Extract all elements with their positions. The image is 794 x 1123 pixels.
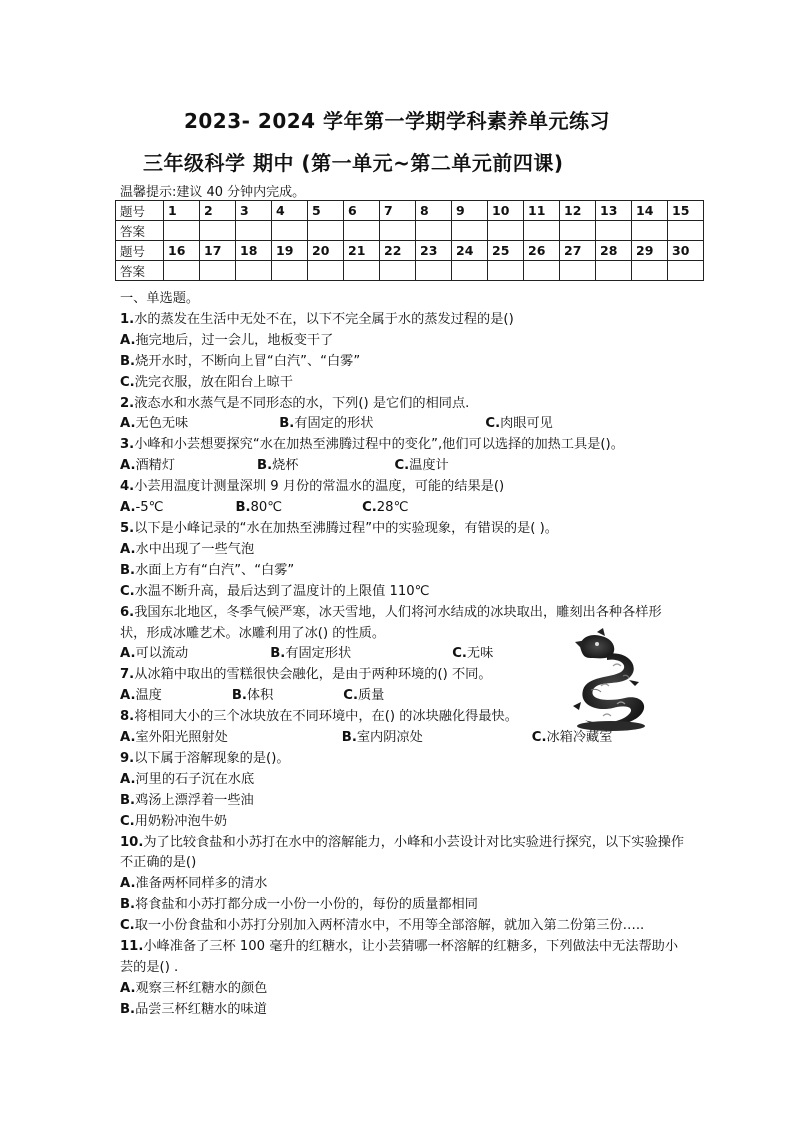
question-text: 以下是小峰记录的“水在加热至沸腾过程”中的实验现象，有错误的是( )。 bbox=[134, 520, 558, 536]
answer-option[interactable] bbox=[120, 791, 685, 812]
question-number-cell: 30 bbox=[668, 241, 704, 261]
option-letter: C. bbox=[120, 918, 135, 934]
option-letter: B. bbox=[257, 458, 273, 474]
question-number: 9. bbox=[120, 750, 135, 766]
question-text: 小峰和小芸想要探究“水在加热至沸腾过程中的变化”,他们可以选择的加热工具是()。 bbox=[134, 437, 624, 453]
option-letter: C. bbox=[343, 688, 358, 704]
answer-option[interactable] bbox=[120, 895, 685, 916]
question-stem bbox=[120, 833, 685, 875]
option-row bbox=[120, 498, 685, 519]
question-number-cell: 8 bbox=[416, 201, 452, 221]
question-number-cell: 10 bbox=[488, 201, 524, 221]
answer-table-number-row-2 bbox=[116, 241, 704, 261]
option-letter: B. bbox=[270, 646, 286, 662]
option-letter: B. bbox=[231, 688, 247, 704]
option-letter: C. bbox=[394, 458, 410, 474]
question-text: 从冰箱中取出的雪糕很快会融化，是由于两种环境的() 不同。 bbox=[134, 667, 492, 683]
option-letter: A. bbox=[120, 416, 136, 432]
answer-cell[interactable] bbox=[560, 221, 596, 241]
option-text: 观察三杯红糖水的颜色 bbox=[135, 980, 268, 996]
option-letter: A. bbox=[120, 332, 136, 348]
option-letter: A. bbox=[120, 500, 136, 516]
option-letter: C. bbox=[120, 813, 135, 829]
question-number-cell: 22 bbox=[380, 241, 416, 261]
question-stem bbox=[120, 394, 685, 415]
answer-cell[interactable] bbox=[452, 261, 488, 281]
question-number-cell: 2 bbox=[200, 201, 236, 221]
option-letter: A. bbox=[120, 458, 136, 474]
answer-option[interactable] bbox=[120, 414, 188, 435]
answer-option[interactable] bbox=[120, 916, 685, 937]
question-stem bbox=[120, 749, 685, 770]
answer-option[interactable] bbox=[120, 812, 685, 833]
question-number-cell: 14 bbox=[632, 201, 668, 221]
option-text: 酒精灯 bbox=[135, 458, 176, 474]
option-text: 取一小份食盐和小苏打分别加入两杯清水中，不用等全部溶解，就加入第二份第三份….. bbox=[134, 918, 645, 934]
question-stem bbox=[120, 937, 685, 979]
option-text: 有固定形状 bbox=[285, 646, 352, 662]
answer-option[interactable] bbox=[120, 644, 188, 665]
option-text: 用奶粉冲泡牛奶 bbox=[134, 813, 228, 829]
option-text: 肉眼可见 bbox=[500, 416, 553, 432]
option-row bbox=[120, 414, 685, 435]
option-text: 准备两杯同样多的清水 bbox=[135, 876, 268, 892]
option-text: 可以流动 bbox=[135, 646, 189, 662]
answer-option[interactable] bbox=[120, 498, 163, 519]
option-letter: B. bbox=[120, 897, 136, 913]
answer-cell[interactable] bbox=[668, 261, 704, 281]
answer-option[interactable] bbox=[120, 1000, 685, 1021]
answer-option[interactable] bbox=[279, 414, 373, 435]
answer-cell[interactable] bbox=[200, 221, 236, 241]
option-letter: A. bbox=[120, 688, 136, 704]
answer-option[interactable] bbox=[120, 728, 228, 749]
option-text: 品尝三杯红糖水的味道 bbox=[135, 1001, 267, 1017]
answer-option[interactable] bbox=[120, 979, 685, 1000]
answer-cell[interactable] bbox=[668, 221, 704, 241]
answer-option[interactable] bbox=[485, 414, 552, 435]
option-text: 质量 bbox=[357, 688, 385, 704]
option-text: 洗完衣服，放在阳台上晾干 bbox=[134, 374, 293, 390]
question-number: 7. bbox=[120, 667, 135, 683]
question-number-cell: 24 bbox=[452, 241, 488, 261]
question-number: 4. bbox=[120, 479, 135, 495]
question-number: 1. bbox=[120, 311, 135, 327]
answer-cell[interactable] bbox=[200, 261, 236, 281]
question-number-cell: 25 bbox=[488, 241, 524, 261]
question-text: 小芸用温度计测量深圳 9 月份的常温水的温度，可能的结果是() bbox=[134, 479, 505, 495]
option-text: 水中出现了一些气泡 bbox=[135, 541, 255, 557]
answer-option[interactable] bbox=[120, 373, 685, 394]
answer-cell[interactable] bbox=[488, 261, 524, 281]
option-text: -5℃ bbox=[135, 500, 164, 516]
exam-subtitle: 三年级科学 期中 (第一单元~第二单元前四课) bbox=[143, 151, 564, 175]
option-letter: B. bbox=[120, 562, 136, 578]
question-number-cell: 5 bbox=[308, 201, 344, 221]
question-text: 小峰准备了三杯 100 毫升的红糖水，让小芸猜哪一杯溶解的红糖多，下列做法中无法帮助小芸的是() . bbox=[120, 939, 679, 975]
question-number-cell: 29 bbox=[632, 241, 668, 261]
answer-option[interactable] bbox=[120, 561, 685, 582]
option-text: 无味 bbox=[466, 646, 494, 662]
answer-cell[interactable] bbox=[452, 221, 488, 241]
option-letter: B. bbox=[235, 500, 251, 516]
option-letter: C. bbox=[120, 583, 135, 599]
option-text: 将食盐和小苏打都分成一小份一小份的，每份的质量都相同 bbox=[135, 897, 478, 913]
option-text: 鸡汤上漂浮着一些油 bbox=[135, 792, 254, 808]
question-text: 我国东北地区，冬季气候严寒，冰天雪地，人们将河水结成的冰块取出，雕刻出各种各样形状，形成冰雕艺术。冰雕利用了冰() 的性质。 bbox=[120, 604, 662, 641]
answer-cell[interactable] bbox=[596, 221, 632, 241]
answer-cell[interactable] bbox=[632, 261, 668, 281]
option-letter: B. bbox=[120, 353, 136, 369]
question-number-cell: 18 bbox=[236, 241, 272, 261]
question-number-cell: 17 bbox=[200, 241, 236, 261]
option-row bbox=[120, 456, 685, 477]
question-number: 6. bbox=[120, 604, 135, 620]
option-letter: A. bbox=[120, 730, 136, 746]
answer-option[interactable] bbox=[120, 874, 685, 895]
answer-table-answer-row-2 bbox=[116, 261, 704, 281]
answer-option[interactable] bbox=[362, 498, 408, 519]
exam-title: 2023- 2024 学年第一学期学科素养单元练习 bbox=[183, 109, 611, 133]
question-text: 将相同大小的三个冰块放在不同环境中，在() 的冰块融化得最快。 bbox=[134, 709, 518, 725]
option-text: 温度计 bbox=[409, 458, 449, 474]
option-letter: A. bbox=[120, 980, 136, 996]
question-text: 水的蒸发在生活中无处不在，以下不完全属于水的蒸发过程的是() bbox=[134, 311, 514, 327]
answer-cell[interactable] bbox=[380, 261, 416, 281]
question-stem bbox=[120, 435, 685, 456]
option-text: 烧开水时，不断向上冒“白汽”、“白雾” bbox=[135, 353, 361, 369]
row-label-number: 题号 bbox=[116, 201, 164, 221]
question-number: 3. bbox=[120, 437, 135, 453]
option-text: 烧杯 bbox=[272, 458, 299, 474]
question-stem bbox=[120, 477, 685, 498]
answer-cell[interactable] bbox=[164, 221, 200, 241]
answer-table-answer-row-1 bbox=[116, 221, 704, 241]
question-number-cell: 20 bbox=[308, 241, 344, 261]
question-stem bbox=[120, 519, 685, 540]
question-number-cell: 27 bbox=[560, 241, 596, 261]
question-number-cell: 15 bbox=[668, 201, 704, 221]
question-number-cell: 28 bbox=[596, 241, 632, 261]
option-text: 有固定的形状 bbox=[294, 416, 374, 432]
option-letter: C. bbox=[531, 730, 547, 746]
answer-cell[interactable] bbox=[308, 221, 344, 241]
answer-table bbox=[115, 200, 704, 281]
answer-cell[interactable] bbox=[272, 261, 308, 281]
answer-option[interactable] bbox=[120, 540, 685, 561]
answer-option[interactable] bbox=[120, 352, 685, 373]
option-letter: A. bbox=[120, 771, 136, 787]
answer-option[interactable] bbox=[120, 770, 685, 791]
section-heading: 一、单选题。 bbox=[120, 291, 200, 306]
question-number-cell: 12 bbox=[560, 201, 596, 221]
answer-option[interactable] bbox=[257, 456, 298, 477]
answer-option[interactable] bbox=[452, 644, 493, 665]
answer-cell[interactable] bbox=[596, 261, 632, 281]
option-text: 室外阳光照射处 bbox=[135, 730, 228, 746]
answer-cell[interactable] bbox=[416, 261, 452, 281]
answer-cell[interactable] bbox=[488, 221, 524, 241]
answer-cell[interactable] bbox=[236, 221, 272, 241]
question-number-cell: 26 bbox=[524, 241, 560, 261]
row-label-answer: 答案 bbox=[116, 221, 164, 241]
option-text: 体积 bbox=[246, 688, 274, 704]
question-number: 8. bbox=[120, 709, 135, 725]
option-text: 河里的石子沉在水底 bbox=[135, 771, 255, 787]
answer-option[interactable] bbox=[120, 582, 685, 603]
option-letter: C. bbox=[362, 500, 377, 516]
time-tip: 温馨提示:建议 40 分钟内完成。 bbox=[120, 185, 306, 200]
answer-table-number-row-1 bbox=[116, 201, 704, 221]
question-number-cell: 7 bbox=[380, 201, 416, 221]
answer-option[interactable] bbox=[270, 644, 351, 665]
answer-cell[interactable] bbox=[524, 221, 560, 241]
question-number-cell: 6 bbox=[344, 201, 380, 221]
option-letter: C. bbox=[485, 416, 501, 432]
answer-option[interactable] bbox=[235, 498, 282, 519]
answer-option[interactable] bbox=[120, 686, 162, 707]
question-number-cell: 4 bbox=[272, 201, 308, 221]
ice-dragon-illustration bbox=[567, 628, 655, 732]
answer-option[interactable] bbox=[232, 686, 273, 707]
option-letter: A. bbox=[120, 541, 136, 557]
option-text: 水温不断升高，最后达到了温度计的上限值 110℃ bbox=[134, 583, 430, 599]
question-number: 11. bbox=[120, 939, 144, 955]
option-letter: B. bbox=[120, 1001, 136, 1017]
option-letter: C. bbox=[452, 646, 467, 662]
answer-option[interactable] bbox=[342, 728, 423, 749]
answer-cell[interactable] bbox=[272, 221, 308, 241]
answer-option[interactable] bbox=[343, 686, 384, 707]
answer-option[interactable] bbox=[394, 456, 448, 477]
question-number-cell: 19 bbox=[272, 241, 308, 261]
question-text: 液态水和水蒸气是不同形态的水，下列() 是它们的相同点. bbox=[134, 395, 470, 411]
answer-cell[interactable] bbox=[380, 221, 416, 241]
option-text: 28℃ bbox=[376, 500, 409, 516]
question-number: 10. bbox=[120, 834, 144, 850]
option-letter: C. bbox=[120, 374, 135, 390]
question-number-cell: 21 bbox=[344, 241, 380, 261]
option-letter: A. bbox=[120, 646, 136, 662]
question-number-cell: 1 bbox=[164, 201, 200, 221]
option-text: 拖完地后，过一会儿，地板变干了 bbox=[135, 332, 334, 348]
option-text: 温度 bbox=[135, 688, 162, 704]
row-label-answer: 答案 bbox=[116, 261, 164, 281]
option-text: 水面上方有“白汽”、“白雾” bbox=[135, 562, 295, 578]
answer-cell[interactable] bbox=[236, 261, 272, 281]
question-text: 以下属于溶解现象的是()。 bbox=[134, 750, 290, 766]
question-stem bbox=[120, 310, 685, 331]
option-letter: B. bbox=[341, 730, 357, 746]
question-number-cell: 16 bbox=[164, 241, 200, 261]
answer-option[interactable] bbox=[120, 331, 685, 352]
option-letter: A. bbox=[120, 876, 136, 892]
option-letter: B. bbox=[120, 792, 136, 808]
question-number-cell: 23 bbox=[416, 241, 452, 261]
row-label-number: 题号 bbox=[116, 241, 164, 261]
question-text: 为了比较食盐和小苏打在水中的溶解能力，小峰和小芸设计对比实验进行探究，以下实验操作不正确的是() bbox=[120, 834, 685, 871]
question-number-cell: 13 bbox=[596, 201, 632, 221]
answer-cell[interactable] bbox=[164, 261, 200, 281]
answer-cell[interactable] bbox=[524, 261, 560, 281]
option-letter: B. bbox=[279, 416, 295, 432]
answer-cell[interactable] bbox=[344, 261, 380, 281]
answer-cell[interactable] bbox=[308, 261, 344, 281]
option-text: 室内阴凉处 bbox=[356, 730, 423, 746]
option-text: 80℃ bbox=[250, 500, 283, 516]
answer-cell[interactable] bbox=[344, 221, 380, 241]
answer-option[interactable] bbox=[120, 456, 175, 477]
question-number-cell: 11 bbox=[524, 201, 560, 221]
question-number: 5. bbox=[120, 520, 135, 536]
question-number-cell: 9 bbox=[452, 201, 488, 221]
answer-cell[interactable] bbox=[416, 221, 452, 241]
answer-cell[interactable] bbox=[632, 221, 668, 241]
option-text: 冰箱冷藏室 bbox=[546, 730, 613, 746]
question-number-cell: 3 bbox=[236, 201, 272, 221]
answer-cell[interactable] bbox=[560, 261, 596, 281]
option-text: 无色无味 bbox=[135, 416, 189, 432]
question-number: 2. bbox=[120, 395, 135, 411]
